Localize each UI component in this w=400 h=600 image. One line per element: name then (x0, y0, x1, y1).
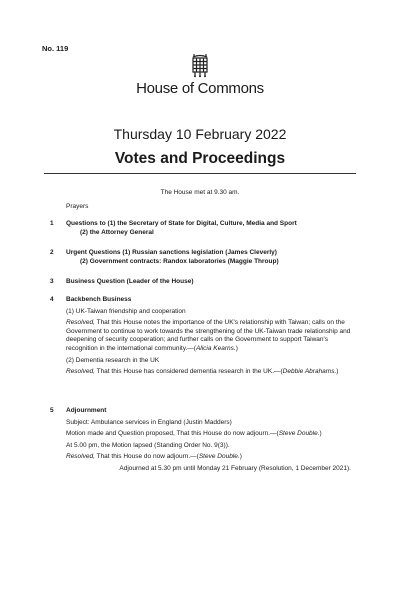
member-name: Steve Double. (278, 430, 320, 438)
item-5-heading: Adjournment (66, 407, 107, 414)
document-title: Votes and Proceedings (114, 150, 286, 167)
closing-paren: ) (319, 430, 322, 438)
issue-number: No. 119 (42, 44, 69, 53)
item-number: 4 (50, 296, 54, 303)
item-3-line-1: Business Question (Leader of the House) (66, 278, 194, 285)
item-number: 5 (50, 407, 54, 414)
item-2-line-2: (2) Government contracts: Randox laboratories (Maggie Throup) (80, 257, 279, 265)
adjourned-line: Adjourned at 5.30 pm until Monday 21 February (Resolution, 1 December 2021). (119, 464, 351, 472)
item-4 (50, 296, 355, 377)
closing-paren: ) (336, 368, 339, 376)
resolution-text: That this House do now adjourn.—( (94, 453, 199, 461)
item-2 (50, 249, 355, 266)
item-5-subject: Subject: Ambulance services in England (Justin Madders) (66, 418, 232, 426)
house-met-line: The House met at 9.30 am. (160, 189, 240, 196)
item-4-heading: Backbench Business (66, 296, 132, 303)
resolved-lead: Resolved, (66, 453, 95, 461)
prayers-line: Prayers (66, 203, 89, 210)
item-number: 2 (50, 249, 54, 256)
item-4-sub-1: (1) UK-Taiwan friendship and cooperation (66, 307, 186, 315)
item-number: 1 (50, 220, 54, 227)
member-name: Steve Double. (198, 453, 240, 461)
closing-paren: ) (239, 453, 242, 461)
motion-text: Motion made and Question proposed, That this House do now adjourn.—( (66, 430, 279, 438)
house-of-commons-name: House of Commons (136, 80, 264, 97)
item-2-line-1: Urgent Questions (1) Russian sanctions legislation (James Cleverly) (66, 249, 277, 256)
item-1-line-1: Questions to (1) the Secretary of State for Digital, Culture, Media and Sport (66, 220, 297, 227)
portcullis-icon (190, 52, 210, 78)
item-1-line-2: (2) the Attorney General (80, 228, 154, 236)
closing-paren: ) (235, 344, 238, 352)
item-4-sub-2: (2) Dementia research in the UK (66, 356, 160, 364)
item-1 (50, 220, 355, 237)
member-name: Debbie Abrahams. (282, 368, 337, 376)
item-5-lapsed: At 5.00 pm, the Motion lapsed (Standing Order No. 9(3)). (66, 441, 230, 449)
item-3 (50, 278, 355, 287)
resolved-lead: Resolved, (66, 319, 95, 327)
resolved-lead: Resolved, (66, 368, 95, 376)
item-5 (50, 407, 355, 474)
item-4-resolution-1 (66, 319, 355, 353)
title-divider (44, 173, 356, 174)
resolution-text: That this House has considered dementia research in the UK.—( (94, 368, 283, 376)
item-5-motion (66, 430, 355, 439)
item-5-resolution (66, 453, 355, 462)
resolution-text: That this House notes the importance of the UK's relationship with Taiwan; calls on the Government to continue to work towards the strengthening of the UK-Taiwan trade relationship and deepening of security cooperation; and further calls on the Government to support Taiwan's recognition in the international community.—( (66, 319, 351, 352)
item-number: 3 (50, 278, 54, 285)
member-name: Alicia Kearns. (195, 344, 236, 352)
item-4-resolution-2 (66, 368, 355, 377)
sitting-date: Thursday 10 February 2022 (113, 126, 287, 142)
